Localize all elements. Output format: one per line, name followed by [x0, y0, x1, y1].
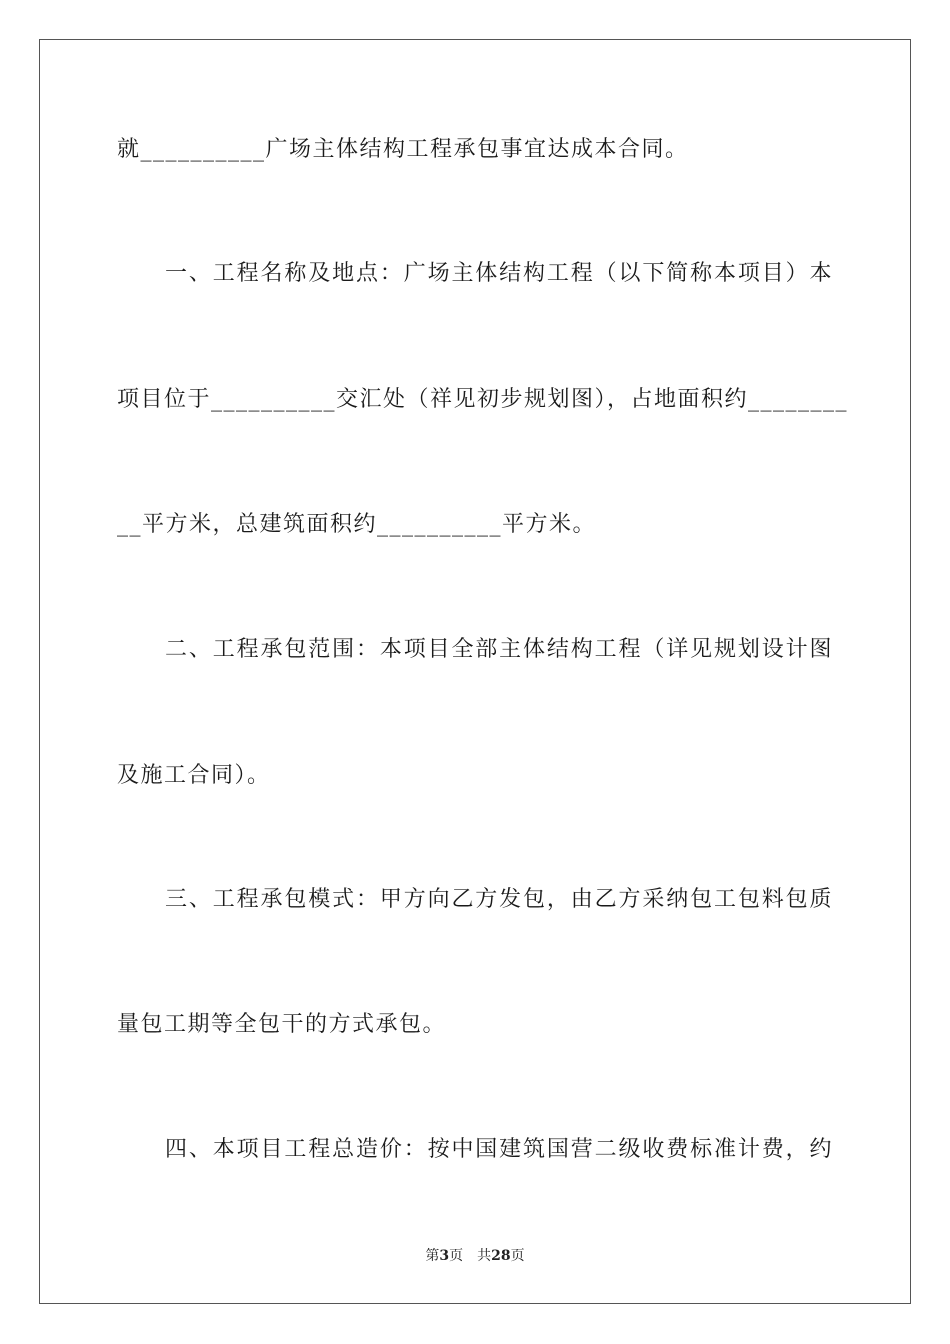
footer-total-pages: 28	[491, 1248, 511, 1264]
footer-page-prefix: 第	[425, 1248, 440, 1264]
body-line-2: 一、工程名称及地点：广场主体结构工程（以下简称本项目）本	[165, 261, 833, 286]
body-line-7: 三、工程承包模式：甲方向乙方发包，由乙方采纳包工包料包质	[165, 887, 833, 912]
body-line-3: 项目位于__________交汇处（祥见初步规划图），占地面积约________	[117, 387, 849, 412]
body-line-9: 四、本项目工程总造价：按中国建筑国营二级收费标准计费，约	[165, 1137, 833, 1162]
body-line-5: 二、工程承包范围：本项目全部主体结构工程（详见规划设计图	[165, 637, 833, 662]
body-line-1: 就__________广场主体结构工程承包事宜达成本合同。	[117, 137, 689, 162]
footer-page-number: 3	[439, 1248, 450, 1264]
footer-total-prefix: 共	[477, 1248, 492, 1264]
page-footer	[0, 1246, 950, 1266]
page-frame	[39, 39, 911, 1304]
footer-page-suffix: 页	[449, 1248, 464, 1264]
footer-total-suffix: 页	[510, 1248, 525, 1264]
body-line-4: __平方米，总建筑面积约__________平方米。	[117, 512, 597, 537]
body-line-6: 及施工合同）。	[117, 763, 271, 788]
body-line-8: 量包工期等全包干的方式承包。	[117, 1012, 447, 1037]
